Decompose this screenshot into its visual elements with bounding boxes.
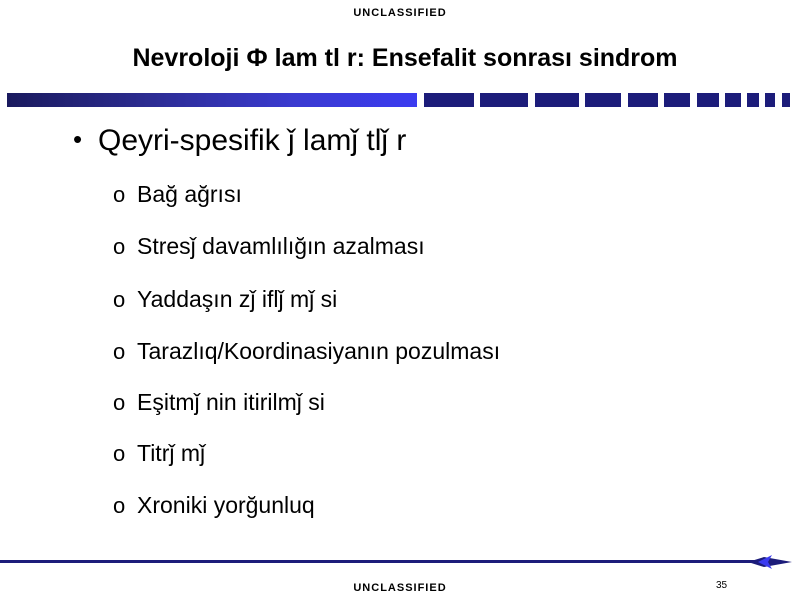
band-block <box>628 93 658 107</box>
slide-title: Nevroloji Ф lam tl r: Ensefalit sonrası sindrom <box>132 44 678 72</box>
list-item-text: Bağ ağrısı <box>137 181 242 207</box>
band-block <box>424 93 474 107</box>
list-item-text: Xroniki yorğunluq <box>137 492 315 518</box>
band-block <box>585 93 621 107</box>
bullet-dot-icon: • <box>73 124 83 154</box>
list-item-text: Titrǰ mǰ <box>137 440 206 466</box>
circle-bullet-icon: o <box>113 441 126 466</box>
band-block <box>725 93 741 107</box>
main-bullet-text: Qeyri-spesifik ǰ lamǰ tlǰ r <box>98 124 407 157</box>
list-item <box>113 440 205 467</box>
classification-bottom: UNCLASSIFIED <box>353 582 447 594</box>
band-block <box>535 93 579 107</box>
band-block <box>697 93 719 107</box>
band-block <box>765 93 775 107</box>
list-item <box>113 233 425 260</box>
circle-bullet-icon: o <box>113 390 126 415</box>
list-item <box>113 338 500 365</box>
arrow-icon <box>748 553 792 571</box>
band-block <box>664 93 690 107</box>
list-item <box>113 181 242 208</box>
circle-bullet-icon: o <box>113 287 126 312</box>
band-block <box>782 93 790 107</box>
band-block <box>747 93 759 107</box>
band-block <box>480 93 528 107</box>
list-item-text: Eşitmǰ nin itirilmǰ si <box>137 389 325 415</box>
list-item <box>113 492 315 519</box>
footer-rule <box>0 560 765 563</box>
list-item-text: Yaddaşın zǰ iflǰ mǰ si <box>137 286 338 312</box>
band-gradient <box>7 93 417 107</box>
list-item <box>113 286 337 313</box>
circle-bullet-icon: o <box>113 493 126 518</box>
circle-bullet-icon: o <box>113 182 126 207</box>
page-number: 35 <box>716 580 728 591</box>
list-item-text: Stresǰ davamlılığın azalması <box>137 233 425 259</box>
list-item-text: Tarazlıq/Koordinasiyanın pozulması <box>137 338 501 364</box>
list-item <box>113 389 325 416</box>
classification-top: UNCLASSIFIED <box>353 7 447 19</box>
circle-bullet-icon: o <box>113 234 126 259</box>
circle-bullet-icon: o <box>113 339 126 364</box>
title-decoration-band <box>7 93 793 107</box>
